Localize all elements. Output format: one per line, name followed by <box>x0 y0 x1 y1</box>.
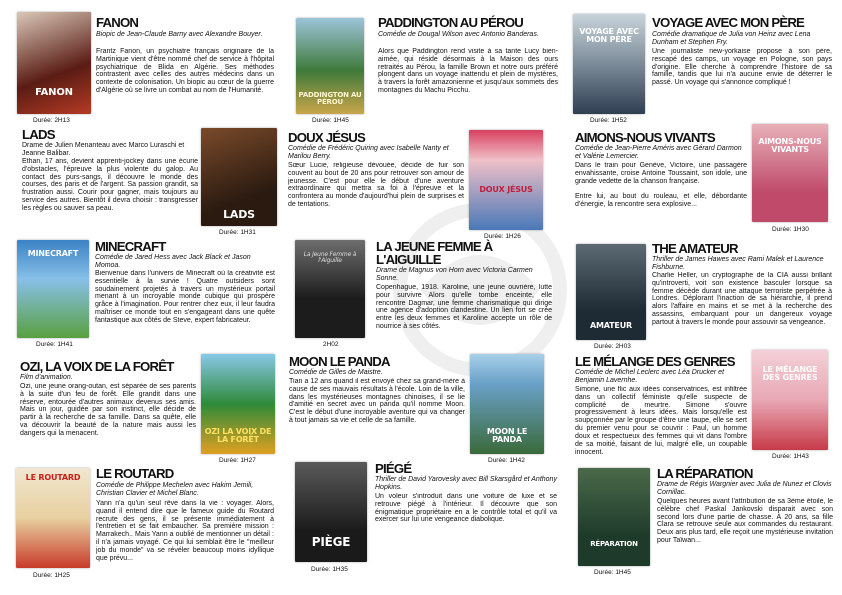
title-amateur: THE AMATEUR <box>652 241 738 256</box>
duration-reparation: Durée: 1H45 <box>594 569 631 576</box>
title-paddington: PADDINGTON AU PÉROU <box>378 15 524 30</box>
poster-jeune-femme: La Jeune Femme à l'Aiguille <box>295 240 365 338</box>
duration-aimons: Durée: 1H30 <box>772 226 809 233</box>
duration-paddington: Durée: 1H45 <box>312 117 349 124</box>
poster-piege: PIÈGE <box>295 462 367 562</box>
poster-routard: LE ROUTARD <box>16 468 90 568</box>
desc-doux-jesus: Sœur Lucie, religieuse dévouée, décide de fuir son couvent au bout de 20 ans pour retrouver son amour de jeunesse. C'est pour elle le début d'une aventure extraordinaire qui mettra sa foi à l'épreuve et la confrontera au monde d'aujourd'hui plein de surprises et de tentations. <box>288 162 464 209</box>
poster-doux-jesus: DOUX JÉSUS <box>469 130 543 230</box>
credits-melange: Comédie de Michel Leclerc avec Léa Drucker et Benjamin Lavernhe. <box>575 369 725 384</box>
duration-ozi: Durée: 1H27 <box>219 457 256 464</box>
credits-aimons: Comédie de Jean-Pierre Améris avec Gérard Darmon et Valérie Lemercier. <box>575 145 742 160</box>
credits-minecraft: Comédie de Jared Hess avec Jack Black et Jason Momoa. <box>95 254 251 269</box>
desc-routard: Yann n'a qu'un seul rêve dans la vie : voyager. Alors, quand il entend dire que le fameux guide du Routard recrute des gens, il se présente immédiatement à l'entretien et se fait embaucher. Sa première mission : Marrakech.. Mais Yann a oublié de mentionner un détail : il n'a jamais voyagé. Ce qui lui semblait être le "meilleur job du monde" va se révéler beaucoup moins idyllique que prévu... <box>96 500 274 562</box>
title-moon: MOON LE PANDA <box>289 354 390 369</box>
duration-moon: Durée: 1H42 <box>488 457 525 464</box>
desc-minecraft: Bienvenue dans l'univers de Minecraft où la créativité est essentielle à la survie ! Quatre outsiders sont soudainement projetés à travers un mystérieux portail menant à un incroyable monde cubique qui prospère grâce à l'imagination. Pour rentrer chez eux, il leur faudra maîtriser ce monde tout en s'engageant dans une quête fantastique aux côtés de Steve, expert fabricateur. <box>95 270 275 324</box>
credits-piege: Thriller de David Yarovesky avec Bill Skarsgård et Anthony Hopkins. <box>375 476 557 491</box>
title-minecraft: MINECRAFT <box>95 239 166 254</box>
poster-ozi: OZI LA VOIX DE LA FORÊT <box>201 354 275 454</box>
credits-moon: Comédie de Gilles de Maistre. <box>289 369 383 376</box>
desc-piege: Un voleur s'introduit dans une voiture de luxe et se retrouve piégé à l'intérieur. Il découvre que son énigmatique propriétaire en a le contrôle total et qu'il va exercer sur lui une vengeance diabolique. <box>375 493 557 524</box>
desc-lads: Ethan, 17 ans, devient apprenti-jockey dans une écurie d'obstacles, l'épreuve la plus violente du galop. Au contact des purs-sangs, il découvre le monde des courses, des paris et de l'argent. Sa passion grandit, sa frustration aussi. Courir pour gagner, mais toujours au service des autres. Bientôt il devra choisir : transgresser les règles ou sauver sa peau. <box>22 158 198 212</box>
credits-reparation: Drame de Régis Wargnier avec Julia de Nunez et Clovis Cornillac. <box>657 481 832 496</box>
poster-minecraft: MINECRAFT <box>17 240 89 338</box>
title-piege: PIÉGÉ <box>375 461 412 476</box>
credits-paddington: Comédie de Dougal Wilson avec Antonio Banderas. <box>378 31 539 38</box>
duration-fanon: Durée: 2H13 <box>33 117 70 124</box>
title-fanon: FANON <box>96 15 139 30</box>
duration-melange: Durée: 1H43 <box>772 453 809 460</box>
poster-amateur: AMATEUR <box>576 244 646 340</box>
duration-voyage: Durée: 1H52 <box>590 117 627 124</box>
poster-voyage: VOYAGE AVEC MON PÈRE <box>573 14 645 114</box>
credits-jeune-femme: Drame de Magnus von Horn avec Victoria Carmen Sonne. <box>376 267 533 282</box>
duration-lads: Durée: 1H31 <box>219 229 256 236</box>
title-ozi: OZI, LA VOIX DE LA FORÊT <box>20 359 174 374</box>
desc-fanon: Frantz Fanon, un psychiatre français originaire de la Martinique vient d'être nommé chef de service à l'hôpital psychiatrique de Blida en Algérie. Ses méthodes contrastent avec celles des autres médecins dans un contexte de colonisation. Un biopic au cœur de la guerre d'Algérie où se livre un combat au nom de l'Humanité. <box>96 48 274 95</box>
credits-amateur: Thriller de James Hawes avec Rami Malek et Laurence Fishburne. <box>652 256 824 271</box>
title-lads: LADS <box>22 127 55 142</box>
poster-fanon: FANON <box>17 12 91 114</box>
credits-routard: Comédie de Philippe Mechelen avec Hakim Jemili, Christian Clavier et Michel Blanc. <box>96 482 254 497</box>
duration-jeune-femme: 2H02 <box>323 341 339 348</box>
desc-ozi: Ozi, une jeune orang-outan, est séparée de ses parents à la suite d'un feu de forêt. Elle grandit dans une réserve, entourée d'autres animaux devenus ses amis. Mais un jour, guidée par son instinct, elle décide de partir à la recherche de sa famille. Dans sa quête, elle va découvrir la beauté de la nature mais aussi les dangers qui la menacent. <box>20 383 196 437</box>
credits-ozi: Film d'animation. <box>20 374 73 381</box>
poster-aimons: AIMONS-NOUS VIVANTS <box>752 124 828 222</box>
credits-doux-jesus: Comédie de Frédéric Quiring avec Isabelle Nanty et Marilou Berry. <box>288 145 449 160</box>
desc-aimons: Dans le train pour Genève, Victoire, une passagère envahissante, croise Antoine Toussaint, son idole, une grande vedette de la chanson française. Entre lui, au bout du rouleau, et elle, débordante d'énergie, la rencontre sera explosive... <box>575 162 747 209</box>
title-reparation: LA RÉPARATION <box>657 466 753 481</box>
poster-reparation: RÉPARATION <box>578 468 650 566</box>
title-melange: LE MÉLANGE DES GENRES <box>575 354 735 369</box>
credits-fanon: Biopic de Jean-Claude Barny avec Alexandre Bouyer. <box>96 31 263 38</box>
title-jeune-femme: LA JEUNE FEMME À L'AIGUILLE <box>376 239 493 267</box>
desc-voyage: Une journaliste new-yorkaise propose à son père, rescapé des camps, un voyage en Pologne, son pays d'origine. Elle cherche à comprendre l'histoire de sa famille, tandis que lui n'a aucune envie de déterrer le passé. Un voyage qui s'annonce compliqué ! <box>652 48 832 87</box>
poster-paddington: PADDINGTON AU PÉROU <box>296 18 364 114</box>
poster-moon: MOON LE PANDA <box>470 354 544 454</box>
desc-amateur: Charlie Heller, un cryptographe de la CIA aussi brillant qu'introverti, voit son existence basculer lorsque sa femme décède durant une attaque terroriste perpétrée à Londres. Déplorant l'inaction de sa hiérarchie, il prend alors l'affaire en mains et se met à la recherche des assassins, embarquant pour un dangereux voyage partout à travers le monde pour assouvir sa vengeance. <box>652 272 832 326</box>
title-voyage: VOYAGE AVEC MON PÈRE <box>652 15 805 30</box>
duration-amateur: Durée: 2H03 <box>594 343 631 350</box>
desc-reparation: Quelques heures avant l'attribution de sa 3ème étoile, le célèbre chef Paskal Jankovski disparait avec son second lors d'une partie de chasse. À 20 ans, sa fille Clara se retrouve seule aux commandes du restaurant. Deux ans plus tard, elle reçoit une mystérieuse invitation pour Taïwan... <box>657 498 833 545</box>
poster-melange: LE MÉLANGE DES GENRES <box>752 350 828 450</box>
duration-minecraft: Durée: 1H41 <box>36 341 73 348</box>
poster-lads: LADS <box>201 128 277 226</box>
desc-paddington: Alors que Paddington rend visite à sa tante Lucy bien-aimée, qui réside désormais à la Maison des ours retraités au Pérou, la famille Brown et notre ours préféré plongent dans un voyage inattendu et plein de mystères, à travers la forêt amazonienne et jusqu'aux sommets des montagnes du Machu Picchu. <box>378 48 558 95</box>
credits-lads: Drame de Julien Menanteau avec Marco Luraschi et Jeanne Balibar. <box>22 142 185 157</box>
duration-piege: Durée: 1H35 <box>311 566 348 573</box>
title-aimons: AIMONS-NOUS VIVANTS <box>575 130 715 145</box>
desc-moon: Tian a 12 ans quand il est envoyé chez sa grand-mère à cause de ses mauvais résultats à l'école. Loin de la ville, dans les mystérieuses montagnes chinoises, il se lie d'amitié en secret avec un panda qu'il nomme Moon. C'est le début d'une incroyable aventure qui va changer à tout jamais sa vie et celle de sa famille. <box>289 378 465 425</box>
duration-routard: Durée: 1H25 <box>33 572 70 579</box>
credits-voyage: Comédie dramatique de Julia von Heinz avec Lena Dunham et Stephen Fry. <box>652 31 811 46</box>
title-doux-jesus: DOUX JÉSUS <box>288 130 366 145</box>
desc-melange: Simone, une flic aux idées conservatrices, est infiltrée dans un collectif féministe qu'elle suspecte de complicité de meurtre. Simone s'ouvre progressivement à leurs idées. Mais lorsqu'elle est soupçonnée par le groupe d'être une taupe, elle se sert du premier venu pour se couvrir : Paul, un homme doux et respectueux des femmes qui vit dans l'ombre de sa moitié, faisant de lui, malgré elle, un coupable innocent. <box>575 386 747 456</box>
title-routard: LE ROUTARD <box>96 466 174 481</box>
duration-doux-jesus: Durée: 1H26 <box>484 233 521 240</box>
desc-jeune-femme: Copenhague, 1918. Karoline, une jeune ouvrière, lutte pour survivre Alors qu'elle tombe enceinte, elle rencontre Dagmar, une femme charismatique qui dirige une agence d'adoption clandestine. Un lien fort se crée entre les deux femmes et Karoline accepte un rôle de nourrice à ses côtés. <box>376 284 552 331</box>
